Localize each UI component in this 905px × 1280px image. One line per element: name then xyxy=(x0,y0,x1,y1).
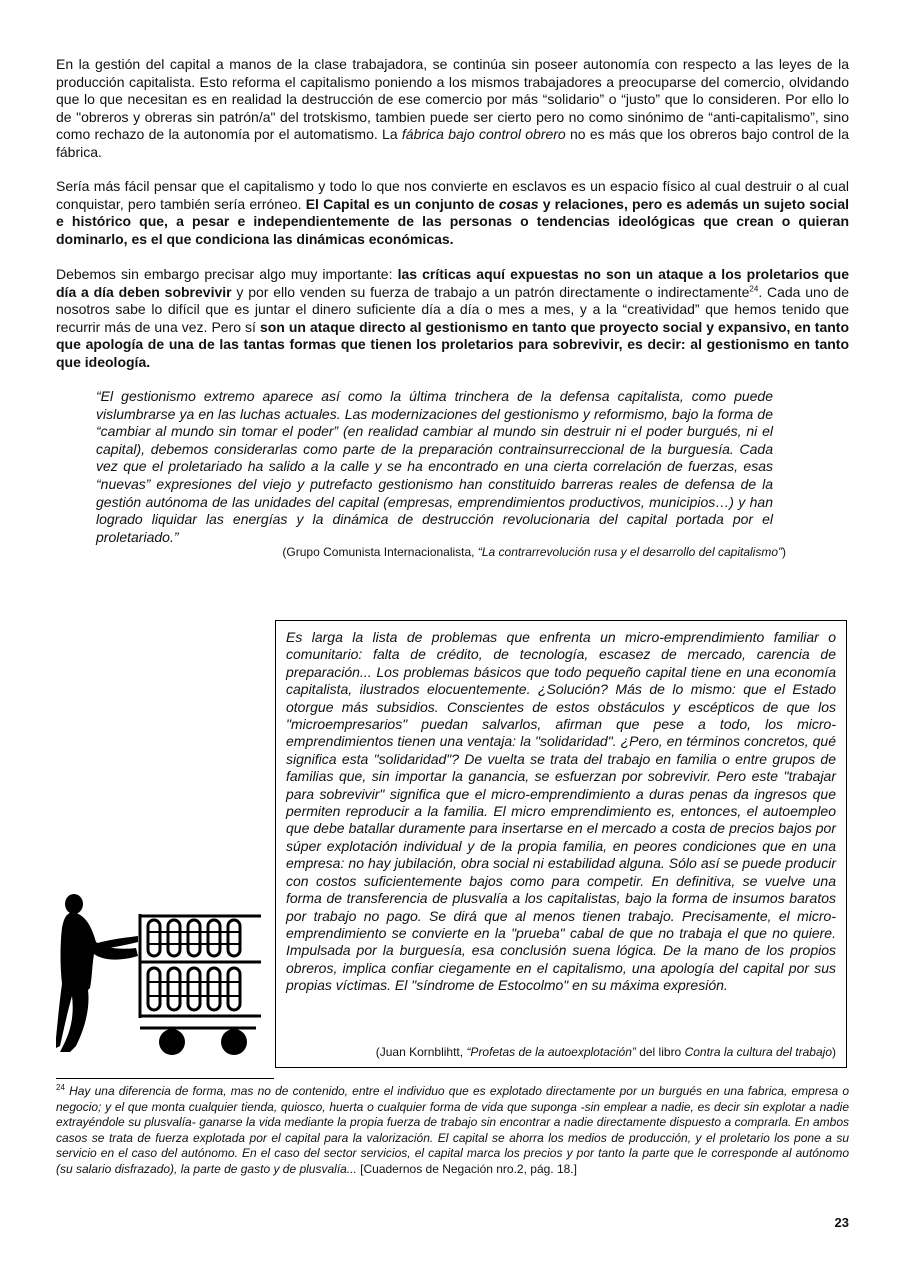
paragraph-text: Sería más fácil pensar que el capitalismo y todo lo que nos convierte en esclavos es un espacio físico al cual destruir o al cual conquistar, pero también sería erróneo. xyxy=(56,178,849,212)
bold-italic-text: cosas xyxy=(498,195,539,212)
worker-pushing-cart-icon xyxy=(56,888,266,1058)
paragraph-text: . Cada uno de nosotros sabe lo difícil que es juntar el dinero suficiente día a día o mes a mes, y a la “creatividad” que hemos tenido que recurrir más de una vez. Pero sí xyxy=(56,283,849,335)
paragraph-3 xyxy=(56,266,849,372)
paragraph-text: Debemos sin embargo precisar algo muy importante: xyxy=(56,266,398,282)
citation-title: “La contrarrevolución rusa y el desarrollo del capitalismo” xyxy=(477,545,782,559)
footnote-text: Hay una diferencia de forma, mas no de contenido, entre el individuo que es explotado directamente por un burgués en una fabrica, empresa o negocio; y el que monta cualquier tienda, quiosco, huerta o cualquier forma de vida que suponga -sin emplear a nadie, es decir sin explotar a nadie extrayéndole su plusvalía- ganarse la vida mediante la propia fuerza de trabajo sin encontrar a nadie directamente dispuesto a comprarla. En ambos casos se trata de fuerza explotada por el capital para la valorización. El capital se ahorra los medios de producción, y el proletario los pone a su servicio en el caso del autónomo. En el caso del sector servicios, el capital marca los precios y por tanto la parte que le corresponde al autónomo (su salario disfrazado), la parte de gasto y de plusvalía... xyxy=(56,1084,849,1176)
paragraph-2 xyxy=(56,178,849,248)
boxed-quote-citation xyxy=(376,1045,836,1060)
citation-connector: del libro xyxy=(635,1045,685,1059)
footnote-number: 24 xyxy=(56,1083,65,1092)
citation-title: “Profetas de la autoexplotación” xyxy=(466,1045,636,1059)
footnote-reference[interactable]: 24 xyxy=(749,283,759,293)
quote-citation xyxy=(96,545,786,560)
citation-source: (Grupo Comunista Internacionalista, xyxy=(282,545,478,559)
bold-text: las críticas aquí expuestas no son un ataque a los proletarios que día a día deben sobrevivir xyxy=(56,266,849,300)
page-number: 23 xyxy=(834,1215,849,1230)
citation-suffix: ) xyxy=(782,545,786,559)
footnote-source: [Cuadernos de Negación nro.2, pág. 18.] xyxy=(356,1161,577,1176)
bold-text: El Capital es un conjunto de xyxy=(305,195,499,212)
citation-book: Contra la cultura del trabajo xyxy=(684,1045,832,1059)
block-quote: “El gestionismo extremo aparece así como la última trinchera de la defensa capitalista, como puede vislumbrarse ya en las luchas actuales. Las modernizaciones del gestionismo y reformismo, bajo la forma de “cambiar al mundo sin tomar el poder” (en realidad cambiar al mundo sin destruir ni el poder burgués, ni el capital), debemos considerarlas como parte de la preparación contrainsurreccional de la burguesía. Cada vez que el proletariado ha salido a la calle y se ha encontrado en una cierta correlación de fuerzas, esas “nuevas” expresiones del viejo y putrefacto gestionismo han constituido barreras reales de defensa de la gestión autónoma de las unidades del capital (empresas, emprendimientos productivos, municipios…) y han logrado liquidar las energías y la dinámica de destrucción revolucionaria del capital portada por el proletariado.” xyxy=(96,388,773,545)
paragraph-text: no es más que los obreros bajo control de la fábrica. xyxy=(56,126,849,160)
footnote xyxy=(56,1084,849,1178)
paragraph-text: y por ello venden su fuerza de trabajo a un patrón directamente o indirectamente xyxy=(231,283,750,300)
bold-text: y relaciones, pero es además un sujeto social e histórico que, a pesar e independientemente de las personas o tendencias ideológicas que crean o quieran dominarlo, es el que condiciona las dinámicas económicas. xyxy=(56,195,849,247)
emphasis-text: fábrica bajo control obrero xyxy=(401,126,566,143)
boxed-quote-text: Es larga la lista de problemas que enfrenta un micro-emprendimiento familiar o comunitario: falta de crédito, de tecnología, escasez de mercado, carencia de preparación... Los problemas básicos que todo pequeño capital tiene en una economía capitalista, ilustrados elocuentemente. ¿Solución? Más de lo mismo: que el Estado otorgue más subsidios. Conscientes de estos obstáculos y escépticos de que los "microempresarios" puedan salvarlos, afirman que pese a todo, los micro-emprendimientos tienen una ventaja: la "solidaridad". ¿Pero, en términos concretos, qué significa esta "solidaridad"? De vuelta se trata del trabajo en familia o entre grupos de familias que, sin importar la ganancia, se esfuerzan por sobrevivir. Pero este "trabajar para sobrevivir" significa que el micro-emprendimiento a duras penas da ingresos que permiten reproducir a la familia. El micro emprendimiento es, entonces, el autoempleo que debe batallar duramente para insertarse en el mercado a costa de precios bajos por súper explotación individual y de la propia familia, en peores condiciones que en una empresa: no hay jubilación, obra social ni estabilidad alguna. Sólo así se puede producir con costos suficientemente bajos como para competir. En definitiva, se vuelve una forma de transferencia de plusvalía a los capitalistas, bajo la forma de insumos baratos por trabajo no pago. Se dirá que al menos tienen trabajo. Precisamente, el micro-emprendimiento se convierte en la "prueba" cabal de que no trabaja el que no quiere. Impulsada por la burguesía, esa conclusión suena lógica. De la mano de los propios obreros, implica confiar ciegamente en el capitalismo, una apología del capital por sus propias víctimas. El "síndrome de Estocolmo" en su máxima expresión. xyxy=(286,629,836,994)
bold-text: son un ataque directo al gestionismo en tanto que proyecto social y expansivo, en tanto que apología de una de las tantas formas que tienen los proletarios para sobrevivir, es decir: al gestionismo en tanto que ideología. xyxy=(56,318,849,370)
footnote-divider xyxy=(56,1078,274,1079)
citation-suffix: ) xyxy=(832,1045,836,1059)
paragraph-1 xyxy=(56,56,849,162)
boxed-quote xyxy=(275,620,847,1068)
citation-author: (Juan Kornblihtt, xyxy=(375,1045,467,1059)
paragraph-text: En la gestión del capital a manos de la clase trabajadora, se continúa sin poseer autonomía con respecto a las leyes de la producción capitalista. Esto reforma el capitalismo poniendo a los mismos trabajadores a preocuparse del comercio, olvidando que lo que necesitan es en realidad la destrucción de ese comercio por más “solidario” o “justo” que lo consideren. Por ello lo de "obreros y obreras sin patrón/a" del trotskismo, tambien puede ser cierto pero no como sinónimo de “anti-capitalismo”, sino como rechazo de la autonomía por el automatismo. La xyxy=(56,56,849,143)
